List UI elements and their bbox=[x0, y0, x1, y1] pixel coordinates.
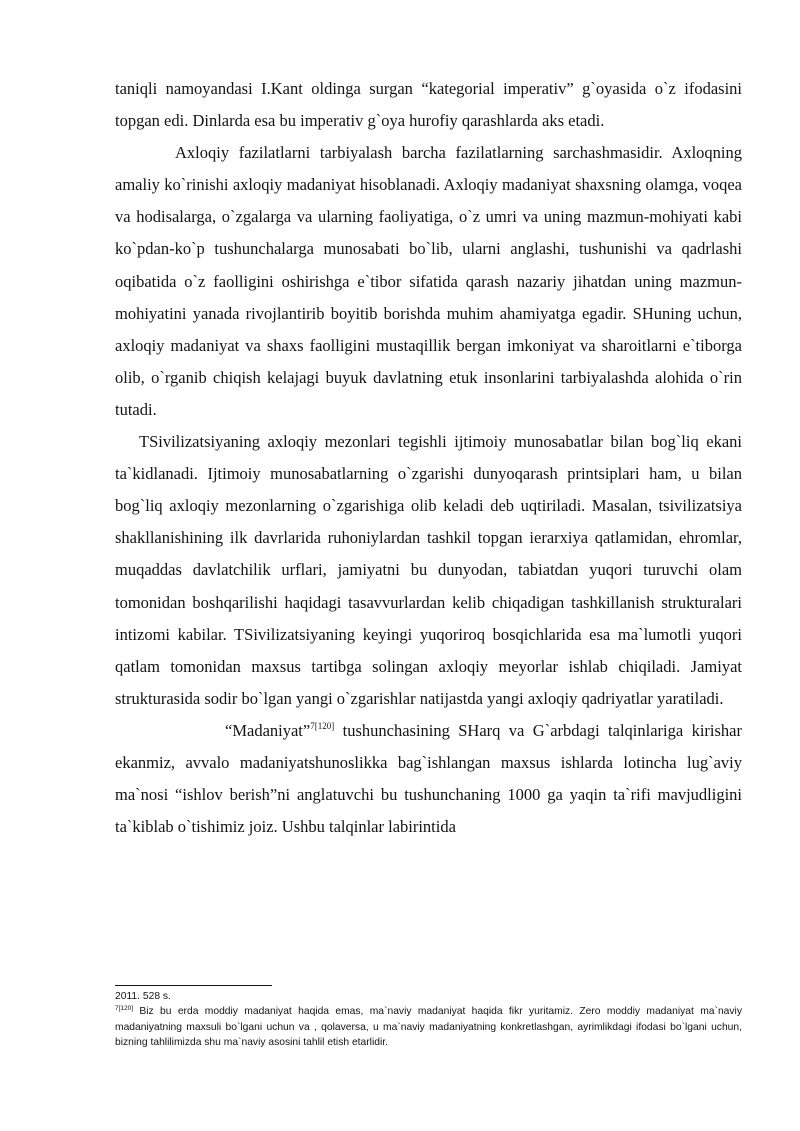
footnote-separator bbox=[115, 985, 272, 986]
paragraph-text: TSivilizatsiyaning axloqiy mezonlari tegishli ijtimoiy munosabatlar bilan bog`liq ekani ta`kidlanadi. Ijtimoiy munosabatlarning o`zgarishi dunyoqarash printsiplari ham, u bilan bog`liq axloqiy mezonlarning o`zgarishiga olib keladi deb uqtiriladi. Masalan, tsivilizatsiya shakllanishining ilk davrlarida ruhoniylardan tashkil topgan ierarxiya qatlamidan, ehromlar, muqaddas davlatchilik urflari, jamiyatni bu dunyodan, tabiatdan yuqori turuvchi olam tomonidan boshqarilishi haqidagi tasavvurlardan kelib chiqadigan tashkillanish strukturalari intizomi kabilar. TSivilizatsiyaning keyingi yuqoriroq bosqichlarida esa ma`lumotli yuqori qatlam tomonidan maxsus tartibga solingan axloqiy meyorlar ishlab chiqiladi. Jamiyat strukturasida sodir bo`lgan yangi o`zgarishlar natijastda yangi axloqiy qadriyatlar yaratiladi. bbox=[115, 432, 742, 708]
paragraph-culture-definition bbox=[115, 715, 742, 843]
paragraph-text: tushunchasining SHarq va G`arbdagi talqinlariga kirishar ekanmiz, avvalo madaniyatshunoslikka bag`ishlangan maxsus ishlarda lotincha lug`aviy ma`nosi “ishlov berish”ni anglatuvchi bu tushunchaning 1000 ga yaqin ta`rifi mavjudligini ta`kiblab o`tishimiz joiz. Ushbu talqinlar labirintida bbox=[115, 720, 742, 837]
paragraph-text: taniqli namoyandasi I.Kant oldinga surgan “kategorial imperativ” g`oyasida o`z ifodasini topgan edi. Dinlarda esa bu imperativ g`oya hurofiy qarashlarda aks etadi. bbox=[115, 79, 742, 131]
paragraph-lead-term: “Madaniyat” bbox=[225, 720, 311, 740]
footnote-reference[interactable]: 7[120] bbox=[310, 720, 335, 731]
footnote-continuation bbox=[115, 989, 742, 1004]
paragraph-kant-imperative bbox=[115, 73, 742, 137]
paragraph-moral-culture bbox=[115, 137, 742, 426]
footnote-text: Biz bu erda moddiy madaniyat haqida emas, ma`naviy madaniyat haqida fikr yuritamiz. Zero moddiy madaniyat ma`naviy madaniyatning maxsuli bo`lgani uchun va , qolaversa, u ma`naviy madaniyatning konkretlashgan, ayrimlikdagi ifodasi bo`lgani uchun, bizning tahlilimizda shu ma`naviy asosini tahlil etish etarlidir. bbox=[115, 1006, 742, 1049]
document-body bbox=[115, 73, 742, 843]
paragraph-civilization-morals bbox=[115, 426, 742, 715]
footnote-continuation-text: 2011. 528 s. bbox=[115, 991, 171, 1002]
footnote-mark: 7[120] bbox=[115, 1005, 134, 1013]
footnotes-section bbox=[115, 989, 742, 1051]
paragraph-text: Axloqiy fazilatlarni tarbiyalash barcha fazilatlarning sarchashmasidir. Axloqning amaliy ko`rinishi axloqiy madaniyat hisoblanadi. Axloqiy madaniyat shaxsning olamga, voqea va hodisalarga, o`zgalarga va ularning faoliyatiga, o`z umri va uning mazmun-mohiyati kabi ko`pdan-ko`p tushunchalarga munosabati bo`lib, ularni anglashi, tushunishi va qadrlashi oqibatida o`z faolligini oshirishga e`tibor sifatida qarash nazariy jihatdan uning mazmun-mohiyatini yanada rivojlantirib boyitib borishda muhim ahamiyatga egadir. SHuning uchun, axloqiy madaniyat va shaxs faolligini mustaqillik bergan imkoniyat va sharoitlarni e`tiborga olib, o`rganib chiqish kelajagi buyuk davlatning etuk insonlarini tarbiyalashda alohida o`rin tutadi. bbox=[115, 143, 742, 419]
footnote-item bbox=[115, 1004, 742, 1050]
